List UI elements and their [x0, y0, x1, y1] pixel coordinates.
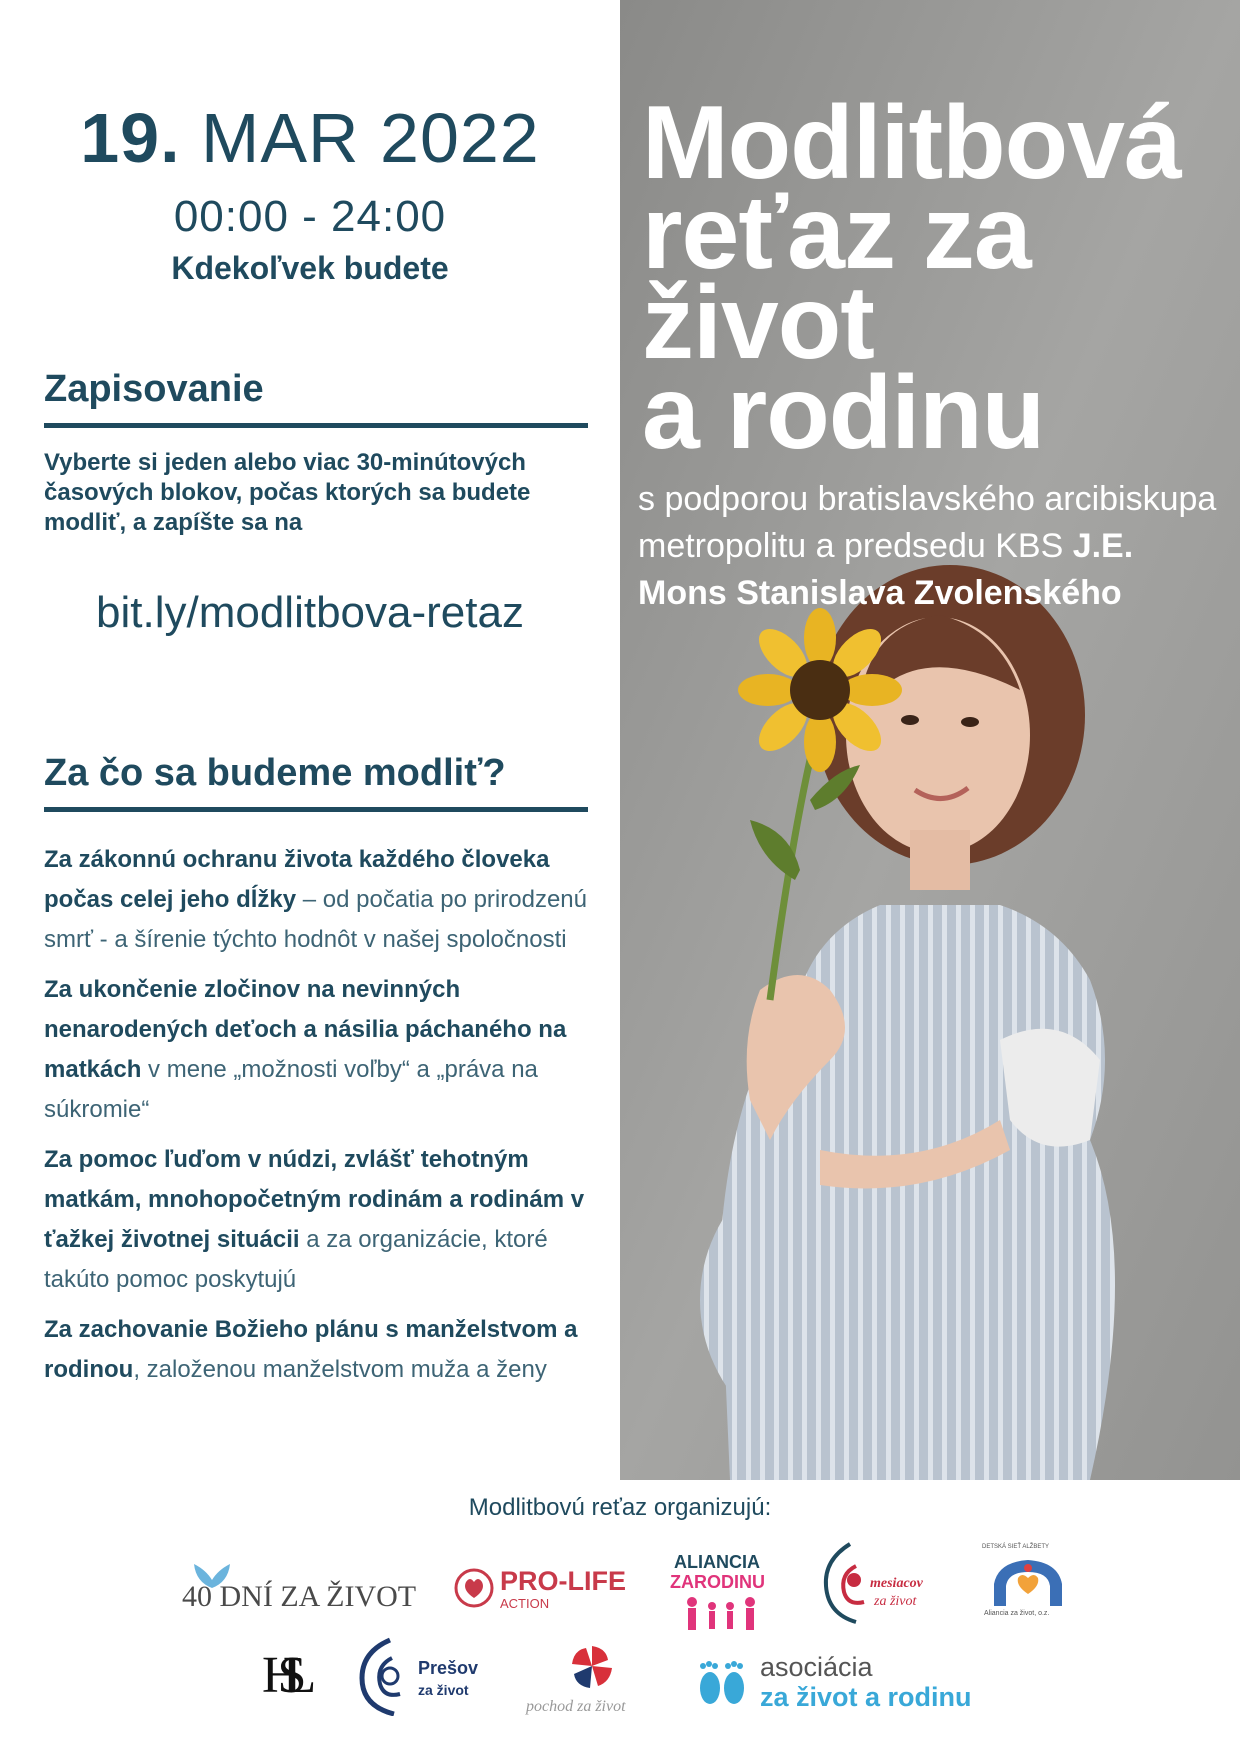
signup-link[interactable]: bit.ly/modlitbova-retaz	[96, 588, 524, 637]
event-date	[0, 98, 620, 178]
headline-line: a rodinu	[642, 355, 1045, 471]
intentions-list	[44, 840, 614, 1400]
pochod-text: pochod za život	[526, 1698, 626, 1715]
intention-rest: a za organizácie, ktoré takúto pomoc poskytujú	[44, 1226, 548, 1293]
logo-asociacia	[694, 1652, 984, 1716]
logo-pro-life-action	[454, 1560, 634, 1616]
intention-rest: v mene „možnosti voľby“ a „práva na súkromie“	[44, 1056, 538, 1123]
headline-line: reťaz za	[642, 175, 1031, 291]
intention-bold: Za pomoc ľuďom v núdzi, zvlášť tehotným matkám, mnohopočetným rodinám a rodinám v ťažkej životnej situácii	[44, 1146, 585, 1253]
intentions-heading: Za čo sa budeme modliť?	[44, 752, 588, 812]
logo-40-dni-za-zivot	[182, 1556, 417, 1616]
logo-hsl	[262, 1642, 324, 1714]
event-time: 00:00 - 24:00	[173, 192, 447, 241]
aliancia-small-bottom: Aliancia za život, o.z.	[984, 1610, 1050, 1617]
subtitle-regular: s podporou bratislavského arcibiskupa metropolitu a predsedu KBS	[638, 480, 1217, 565]
intention-item	[44, 840, 614, 960]
logo-presov-za-zivot	[356, 1636, 496, 1720]
left-column	[0, 0, 620, 1480]
asociacia-text-2: za život a rodinu	[760, 1682, 972, 1712]
family-figures-icon	[682, 1596, 762, 1632]
logo-aliancia-za-zivot	[978, 1544, 1078, 1620]
logo-40-text: 40 DNÍ ZA ŽIVOT	[182, 1580, 417, 1613]
intention-item	[44, 1310, 614, 1390]
presov-text-2: za život	[418, 1682, 469, 1698]
subtitle-bold: J.E. Mons Stanislava Zvolenského	[638, 527, 1134, 612]
signup-instructions: Vyberte si jeden alebo viac 30-minútových časových blokov, počas ktorých sa budete modliť, a zapíšte sa na	[44, 449, 531, 536]
mother-baby-icon	[356, 1636, 414, 1716]
headline	[642, 85, 1222, 471]
intention-item	[44, 970, 614, 1130]
event-month-year: MAR 2022	[201, 99, 540, 177]
mother-child-icon	[820, 1540, 872, 1624]
aliancia-text-2: ZARODINU	[670, 1572, 765, 1592]
signup-heading: Zapisovanie	[44, 368, 588, 428]
intention-bold: Za zachovanie Božieho plánu s manželstvom a rodinou	[44, 1316, 578, 1383]
hsl-monogram: HSL	[262, 1647, 295, 1704]
organizers-title: Modlitbovú reťaz organizujú:	[468, 1494, 772, 1521]
intention-item	[44, 1140, 614, 1300]
intention-rest: – od počatia po prirodzenú smrť - a šírenie týchto hodnôt v našej spoločnosti	[44, 886, 587, 953]
intention-bold: Za ukončenie zločinov na nevinných nenarodených deťoch a násilia páchaného na matkách	[44, 976, 567, 1083]
prolife-text: PRO-LIFE	[500, 1566, 626, 1596]
asociacia-text-1: asociácia	[760, 1652, 873, 1682]
presov-text-1: Prešov	[418, 1658, 479, 1678]
footprints-icon	[694, 1656, 750, 1710]
logo-aliancia-za-rodinu	[668, 1548, 778, 1636]
mesiacov-text-2: za život	[874, 1594, 917, 1609]
event-location: Kdekoľvek budete	[171, 250, 449, 286]
arch-heart-icon	[988, 1554, 1068, 1608]
mesiacov-text-1: mesiacov	[870, 1576, 923, 1591]
heart-family-icon	[454, 1566, 494, 1610]
event-day: 19.	[80, 99, 181, 177]
aliancia-small-top: DETSKÁ SIEŤ ALŽBETY	[982, 1544, 1050, 1550]
logo-pochod-za-zivot	[522, 1644, 662, 1720]
prolife-subtext: ACTION	[500, 1596, 550, 1611]
headline-subtitle	[638, 476, 1228, 617]
intention-bold: Za zákonnú ochranu života každého človeka počas celej jeho dĺžky	[44, 846, 550, 913]
intention-rest: , založenou manželstvom muža a ženy	[133, 1356, 547, 1383]
headline-line: život	[642, 265, 874, 381]
headline-line: Modlitbová	[642, 85, 1181, 201]
aliancia-text-1: ALIANCIA	[674, 1552, 760, 1572]
logo-9-mesiacov	[820, 1540, 950, 1630]
pinwheel-icon	[566, 1644, 618, 1690]
